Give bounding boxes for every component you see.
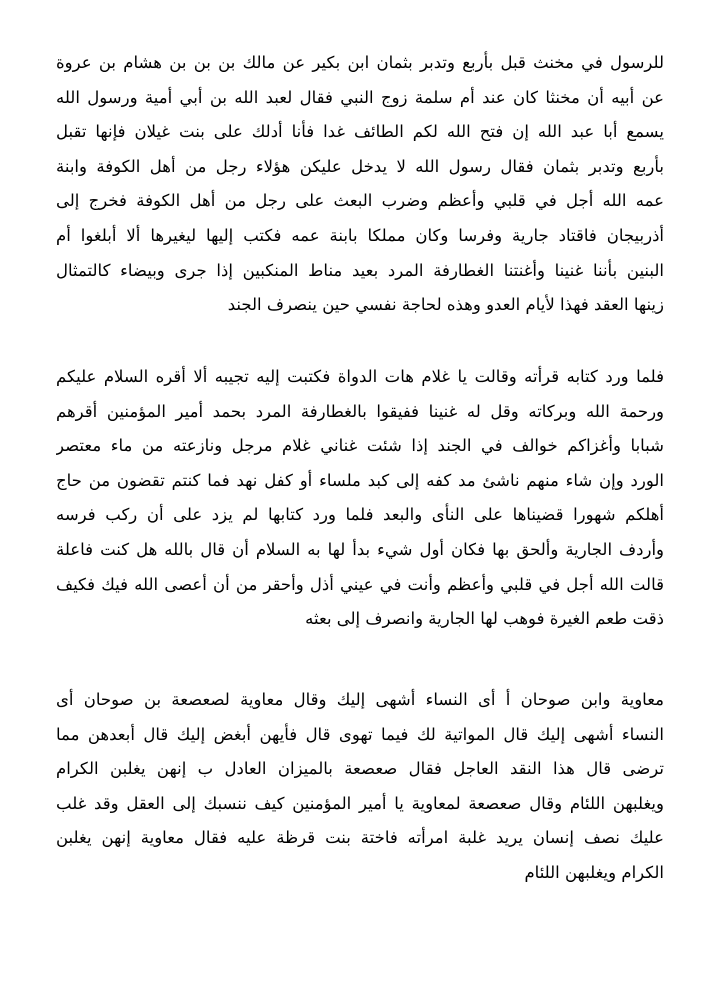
text-line: عليك نصف إنسان يريد غلبة امرأته فاختة بنت قرظة عليه فقال معاوية إنهن يغلبن	[56, 828, 664, 848]
text-line: أهلكم شهورا قضيناها على النأى والبعد فلما ورد كتابها لم يزد على أن ركب فرسه	[56, 505, 664, 525]
text-line: عمه الله أجل في قلبي وأعظم وضرب البعث على رجل من أهل الكوفة فخرج إلى	[56, 191, 664, 211]
text-line: البنين بأننا غنينا وأغنتنا الغطارفة المرد بعيد مناط المنكبين إذا جرى وبيضاء كالتمثال	[56, 260, 664, 280]
text-line: أذربيجان فاقتاد جارية وفرسا وكان مملكا بابنة عمه فكتب إليها ليغيرها ألا أبلغوا أم	[56, 225, 664, 245]
text-line: عن أبيه أن مخنثا كان عند أم سلمة زوج النبي فقال لعبد الله بن أبي أمية ورسول الله	[56, 87, 664, 107]
text-line: ويغلبهن اللئام وقال صعصعة لمعاوية يا أمير المؤمنين كيف ننسبك إلى العقل وقد غلب	[56, 793, 664, 813]
paragraph-2	[56, 360, 664, 637]
text-line: قالت الله أجل في قلبي وأعظم وأنت في عيني أذل وأحقر من أن أعصى الله فيك فكيف	[56, 574, 664, 594]
text-line: للرسول في مخنث قبل بأربع وتدبر بثمان ابن بكير عن مالك بن بن بن هشام بن عروة	[56, 53, 664, 72]
text-line: الورد وإن شاء منهم ناشئ مد كفه إلى كبد ملساء أو كفل نهد فما كنتم تقضون من حاج	[56, 470, 664, 490]
text-line: ورحمة الله وبركاته وقل له غنينا ففيقوا بالغطارفة المرد بحمد أمير المؤمنين أقرهم	[56, 401, 664, 421]
text-line: فلما ورد كتابه قرأته وقالت يا غلام هات الدواة فكتبت إليه تجيبه ألا أقره السلام عليكم	[56, 367, 664, 386]
text-line: وأردف الجارية وألحق بها فكان أول شيء بدأ لها به السلام أن قال بالله هل كنت فاعلة	[56, 539, 664, 559]
text-line: بأربع وتدبر بثمان فقال رسول الله لا يدخل عليكن هؤلاء رجل من أهل الكوفة وابنة	[56, 156, 664, 176]
text-line: الكرام ويغلبهن اللئام	[524, 862, 664, 882]
text-line: يسمع أبا عبد الله إن فتح الله لكم الطائف غدا فأنا أدلك على بنت غيلان فإنها تقبل	[56, 122, 664, 142]
text-line: شبابا وأغزاكم خوالف في الجند إذا شئت غناني غلام مرجل ونازعته من ماء معتصر	[56, 436, 664, 456]
paragraph-1	[56, 46, 664, 323]
text-line: ترضى قال هذا النقد العاجل فقال صعصعة بالميزان العادل ب إنهن يغلبن الكرام	[56, 759, 664, 779]
text-line: النساء أشهى إليك قال المواتية لك فيما تهوى قال فأيهن أبغض إليك قال أبعدهن مما	[56, 724, 664, 744]
text-line: زينها العقد فهذا لأيام العدو وهذه لحاجة نفسي حين ينصرف الجند	[227, 295, 664, 315]
paragraph-3	[56, 683, 664, 891]
text-line: ذقت طعم الغيرة فوهب لها الجارية وانصرف إلى بعثه	[305, 609, 664, 629]
text-line: معاوية وابن صوحان أ أى النساء أشهى إليك وقال معاوية لصعصعة بن صوحان أى	[56, 690, 664, 709]
